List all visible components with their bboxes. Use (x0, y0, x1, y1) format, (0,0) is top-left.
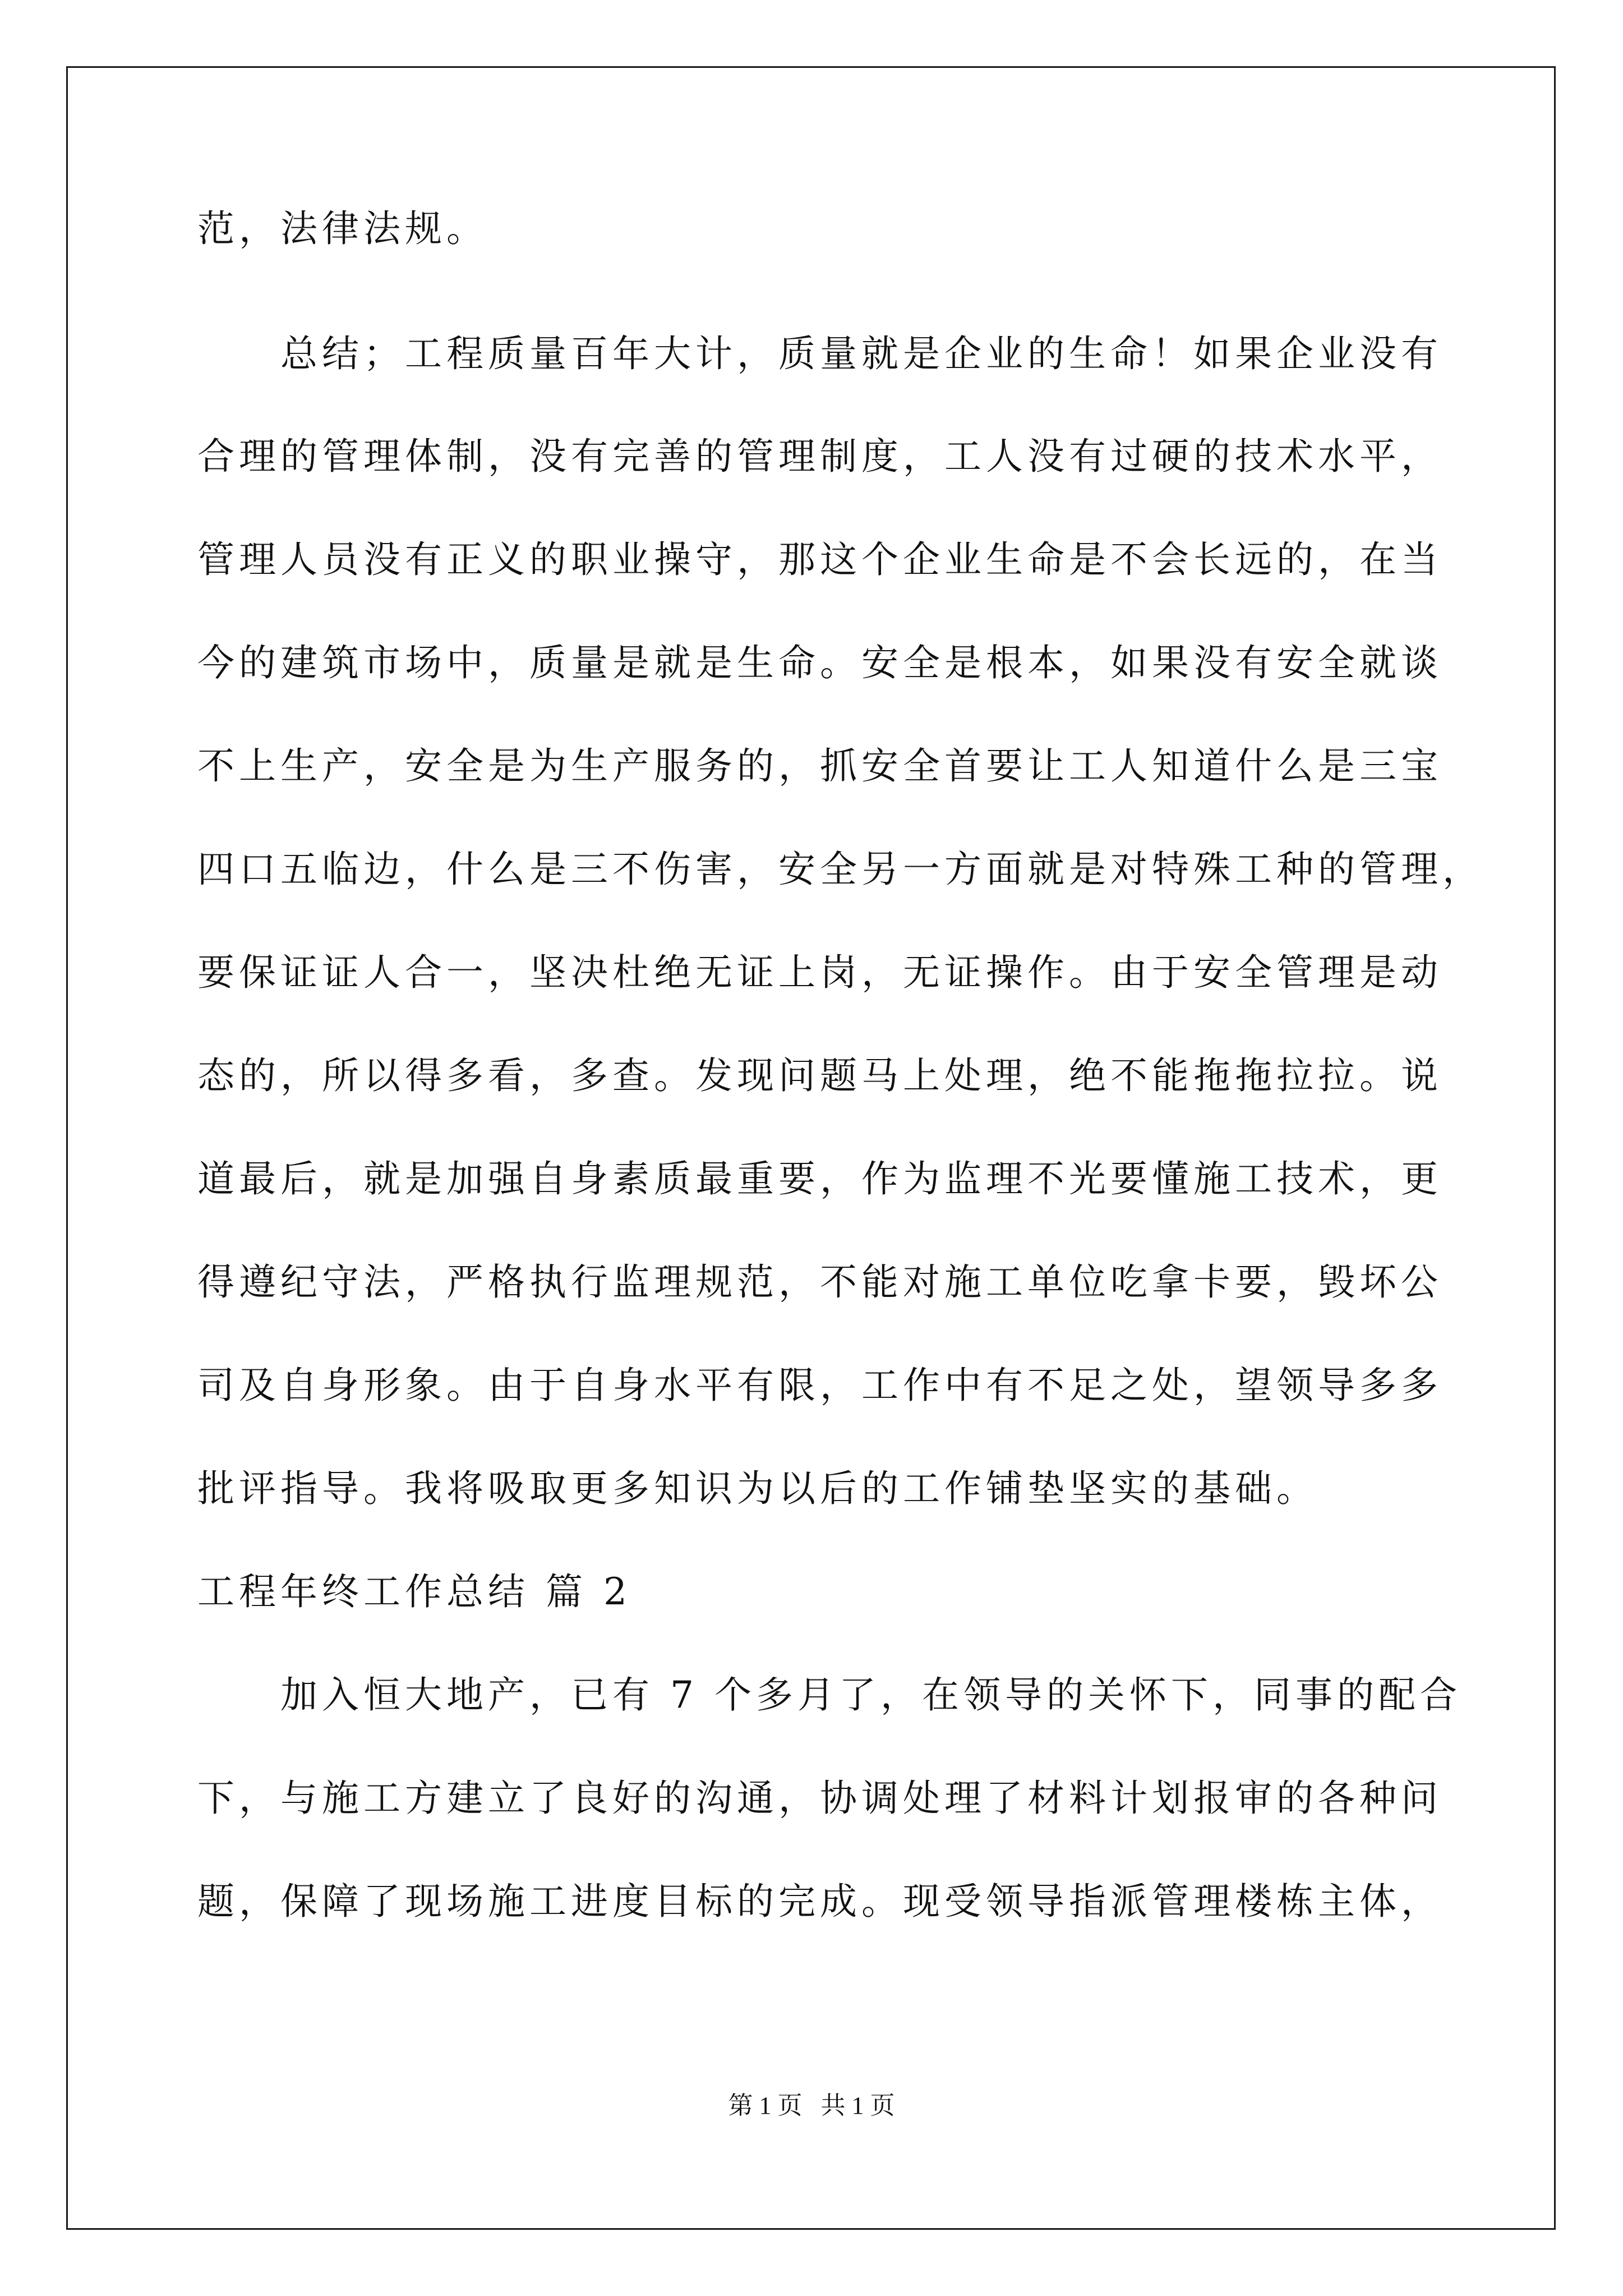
page-number-footer: 第 1 页 共 1 页 (728, 2092, 895, 2119)
text-line: 今的建筑市场中，质量是就是生命。安全是根本，如果没有安全就谈 (197, 641, 1442, 684)
text-line: 要保证证人合一，坚决杜绝无证上岗，无证操作。由于安全管理是动 (197, 951, 1442, 994)
text-line: 批评指导。我将吸取更多知识为以后的工作铺垫坚实的基础。 (197, 1467, 1318, 1510)
text-line: 题，保障了现场施工进度目标的完成。现受领导指派管理楼栋主体， (197, 1880, 1442, 1923)
text-line: 范，法律法规。 (197, 207, 488, 250)
text-line: 合理的管理体制，没有完善的管理制度，工人没有过硬的技术水平， (197, 435, 1442, 478)
paragraph-first-line: 加入恒大地产，已有 7 个多月了，在领导的关怀下，同事的配合 (280, 1673, 1461, 1717)
text-line: 管理人员没有正义的职业操守，那这个企业生命是不会长远的，在当 (197, 538, 1442, 581)
text-line: 司及自身形象。由于自身水平有限，工作中有不足之处，望领导多多 (197, 1364, 1442, 1407)
section-heading: 工程年终工作总结 篇 2 (197, 1570, 631, 1613)
text-line: 四口五临边，什么是三不伤害，安全另一方面就是对特殊工种的管理， (197, 848, 1484, 891)
text-line: 不上生产，安全是为生产服务的，抓安全首要让工人知道什么是三宝 (197, 744, 1442, 788)
text-line: 态的，所以得多看，多查。发现问题马上处理，绝不能拖拖拉拉。说 (197, 1054, 1442, 1097)
paragraph-first-line: 总结；工程质量百年大计，质量就是企业的生命！如果企业没有 (280, 332, 1442, 375)
text-line: 下，与施工方建立了良好的沟通，协调处理了材料计划报审的各种问 (197, 1777, 1442, 1820)
text-line: 道最后，就是加强自身素质最重要，作为监理不光要懂施工技术，更 (197, 1157, 1442, 1200)
text-line: 得遵纪守法，严格执行监理规范，不能对施工单位吃拿卡要，毁坏公 (197, 1260, 1442, 1304)
